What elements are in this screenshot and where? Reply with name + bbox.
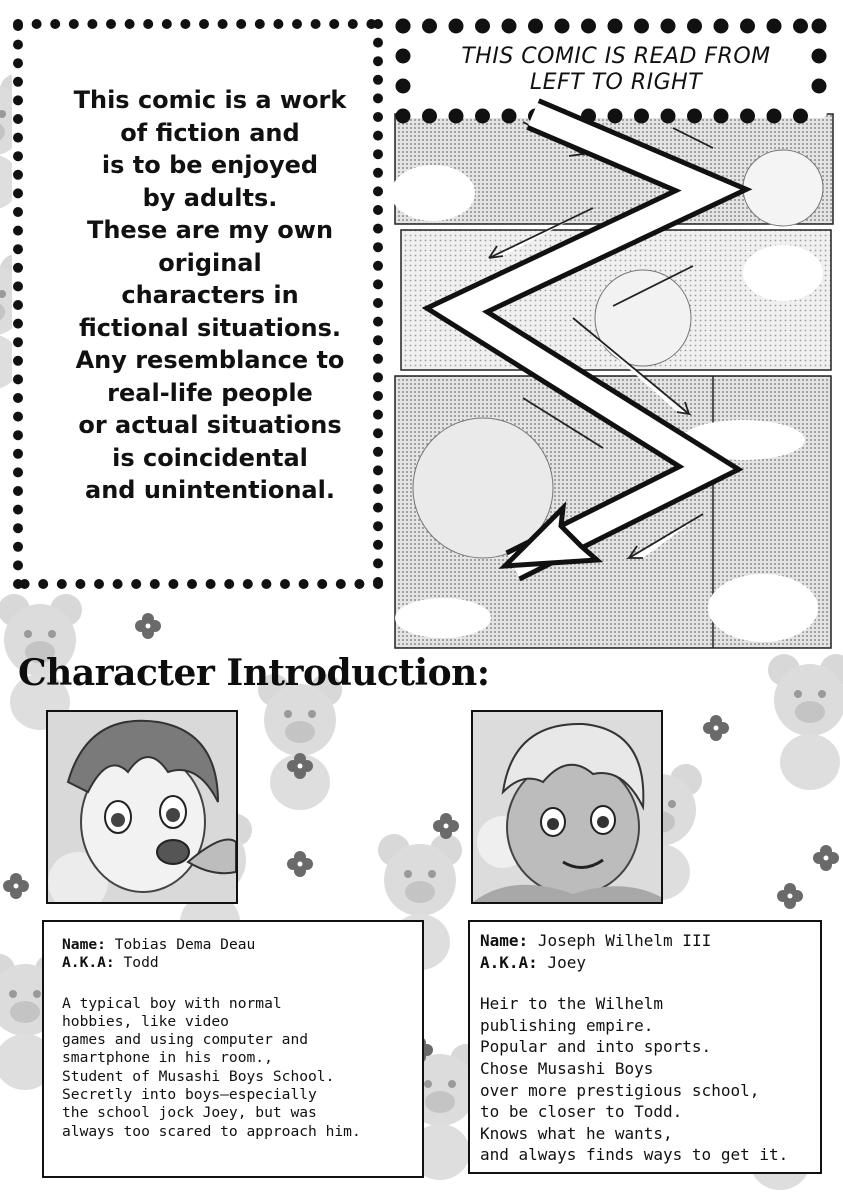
name-row xyxy=(480,930,810,952)
reading-title-line: LEFT TO RIGHT xyxy=(529,70,703,95)
name-label: Name: xyxy=(480,931,529,950)
bio-line: the school jock Joey, but was xyxy=(62,1104,317,1122)
reading-title-line: THIS COMIC IS READ FROM xyxy=(461,44,771,69)
character-name: Joseph Wilhelm III xyxy=(537,931,712,950)
bio-line: A typical boy with normal xyxy=(62,994,282,1012)
disclaimer-line: or actual situations xyxy=(78,411,342,439)
section-title: Character Introduction: xyxy=(18,652,490,694)
reading-direction-panel xyxy=(393,18,837,650)
aka-label: A.K.A: xyxy=(62,954,115,972)
disclaimer-line: This comic is a work xyxy=(73,86,347,114)
comic-panel-grid xyxy=(393,114,833,648)
reading-direction-title xyxy=(411,44,821,96)
disclaimer-line: fictional situations. xyxy=(78,313,341,342)
reading-direction-art xyxy=(393,18,837,650)
portrait-todd xyxy=(46,710,238,904)
disclaimer-text xyxy=(40,84,380,507)
bio-line: games and using computer and xyxy=(62,1031,309,1049)
bio-line: over more prestigious school, xyxy=(480,1080,760,1100)
character-bio xyxy=(62,995,408,1141)
aka-row xyxy=(62,954,408,972)
disclaimer-panel xyxy=(12,18,384,590)
bio-line: and always finds ways to get it. xyxy=(480,1145,789,1165)
character-name: Tobias Dema Deau xyxy=(114,936,256,953)
disclaimer-line: of fiction and xyxy=(120,118,300,147)
name-row xyxy=(62,936,408,954)
bio-line: Popular and into sports. xyxy=(480,1037,712,1057)
character-bio xyxy=(480,993,810,1166)
character-aka: Todd xyxy=(123,954,159,972)
disclaimer-line: Any resemblance to xyxy=(75,346,345,374)
portrait-joey xyxy=(471,710,663,904)
bio-line: Heir to the Wilhelm xyxy=(480,994,664,1014)
name-label: Name: xyxy=(62,936,106,953)
disclaimer-line: real-life people xyxy=(107,378,313,407)
bio-line: to be closer to Todd. xyxy=(480,1102,683,1122)
character-portrait-image xyxy=(48,712,236,902)
character-info-joey xyxy=(468,920,822,1174)
disclaimer-line: characters in xyxy=(121,281,299,309)
bio-line: publishing empire. xyxy=(480,1015,654,1035)
bio-line: hobbies, like video xyxy=(62,1012,229,1030)
disclaimer-line: These are my own xyxy=(86,216,334,244)
bio-line: Student of Musashi Boys School. xyxy=(62,1067,335,1085)
character-portrait-image xyxy=(473,712,661,902)
disclaimer-line: is coincidental xyxy=(112,443,308,472)
bio-line: Secretly into boys—especially xyxy=(62,1086,317,1104)
bio-line: Chose Musashi Boys xyxy=(480,1058,654,1078)
disclaimer-line: is to be enjoyed xyxy=(101,151,319,179)
character-aka: Joey xyxy=(547,952,586,972)
bio-line: always too scared to approach him. xyxy=(62,1122,361,1140)
aka-row xyxy=(480,952,810,974)
disclaimer-line: original xyxy=(158,248,262,277)
bio-line: smartphone in his room., xyxy=(62,1049,273,1067)
character-info-todd xyxy=(42,920,424,1178)
bio-line: Knows what he wants, xyxy=(480,1123,673,1143)
aka-label: A.K.A: xyxy=(480,952,538,972)
disclaimer-line: by adults. xyxy=(142,183,278,212)
disclaimer-line: and unintentional. xyxy=(85,476,335,504)
